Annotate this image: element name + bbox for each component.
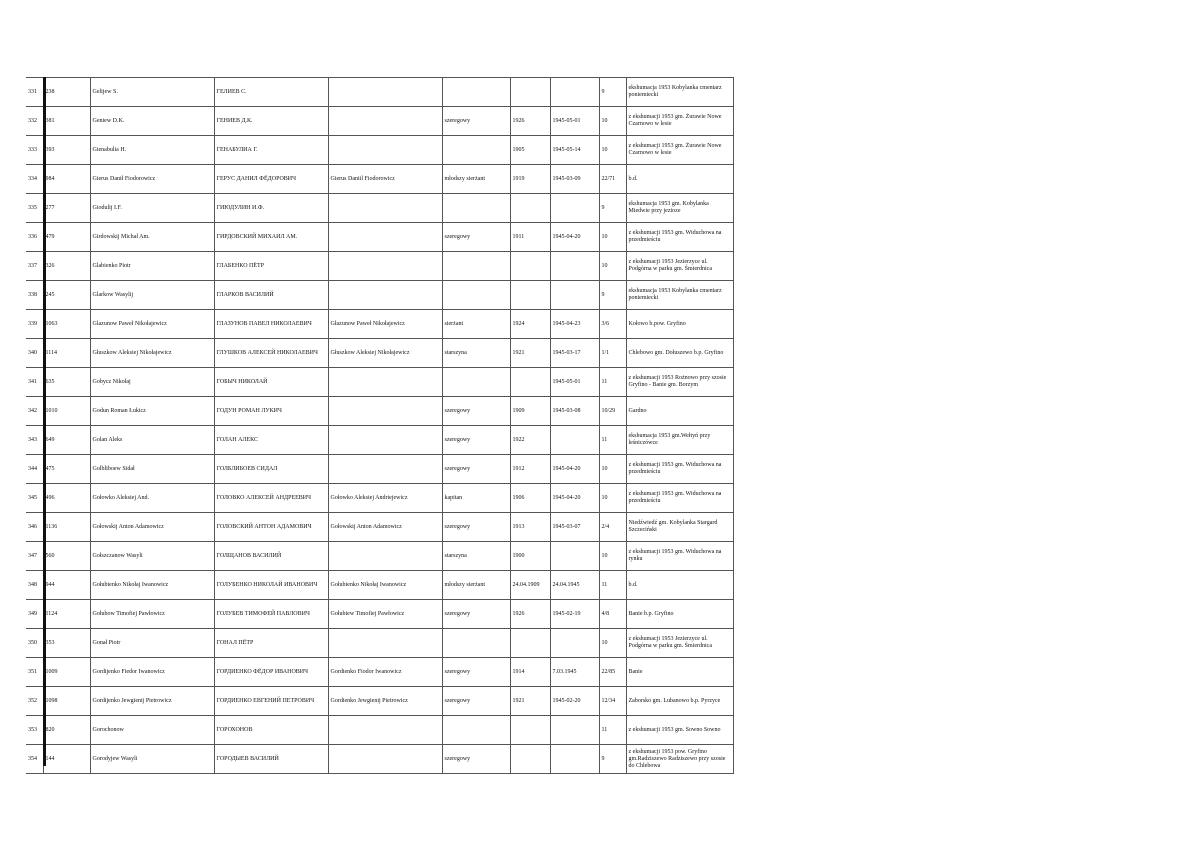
cell-name-latin: Gołubienko Nikołaj Iwanowicz: [90, 571, 214, 600]
cell-record-no: 649: [43, 426, 90, 455]
table-row: [26, 252, 733, 281]
cell-record-no: 635: [43, 368, 90, 397]
cell-died: [550, 716, 599, 745]
cell-born: 1921: [510, 339, 550, 368]
cell-rank: szeregowy: [442, 455, 510, 484]
cell-record-no: 1098: [43, 687, 90, 716]
cell-name-cyrillic: ГОНАЛ ПЁТР: [214, 629, 328, 658]
cell-name-cyrillic: ГИЮДУЛИН И.Ф.: [214, 194, 328, 223]
cell-name-latin: Geniew D.K.: [90, 107, 214, 136]
cell-born: [510, 745, 550, 774]
cell-rank: [442, 252, 510, 281]
cell-died: 1945-03-17: [550, 339, 599, 368]
cell-name-alt: [328, 426, 442, 455]
cell-record-no: 238: [43, 78, 90, 107]
cell-rank: kapitan: [442, 484, 510, 513]
cell-rank: [442, 716, 510, 745]
left-margin-bar: [43, 77, 46, 766]
cell-name-cyrillic: ГОЛАН АЛЕКС: [214, 426, 328, 455]
cell-name-latin: Gołowko Aleksiej And.: [90, 484, 214, 513]
cell-record-no: 1136: [43, 513, 90, 542]
cell-name-cyrillic: ГОБЫЧ НИКОЛАЙ: [214, 368, 328, 397]
register-rows: [26, 78, 733, 774]
table-row: [26, 629, 733, 658]
cell-rank: [442, 281, 510, 310]
cell-born: 1911: [510, 223, 550, 252]
cell-died: 1945-05-14: [550, 136, 599, 165]
cell-note: z ekshumacji 1953 gm. Sowno Sowno: [626, 716, 733, 745]
cell-name-alt: Gordienko Jewgienij Pietrowicz: [328, 687, 442, 716]
cell-died: 1945-02-19: [550, 600, 599, 629]
cell-died: 1945-03-08: [550, 397, 599, 426]
cell-died: [550, 194, 599, 223]
cell-name-alt: [328, 281, 442, 310]
cell-rank: szeregowy: [442, 658, 510, 687]
cell-name-latin: Gobycz Nikołaj: [90, 368, 214, 397]
cell-name-alt: [328, 252, 442, 281]
cell-name-latin: Glabienko Piotr: [90, 252, 214, 281]
cell-name-alt: [328, 368, 442, 397]
cell-record-no: 944: [43, 571, 90, 600]
cell-name-cyrillic: ГЛАЗУНОВ ПАВЕЛ НИКОЛАЕВИЧ: [214, 310, 328, 339]
cell-note: Zaborsko gm. Lubanowo b.p. Pyrzyce: [626, 687, 733, 716]
cell-lp: 343: [26, 426, 43, 455]
cell-name-cyrillic: ГОДУН РОМАН ЛУКИЧ: [214, 397, 328, 426]
table-row: [26, 484, 733, 513]
cell-name-alt: [328, 455, 442, 484]
table-row: [26, 310, 733, 339]
cell-grave: 10: [599, 107, 626, 136]
cell-grave: 11: [599, 571, 626, 600]
cell-grave: 10: [599, 484, 626, 513]
cell-note: Banie b.p. Gryfino: [626, 600, 733, 629]
cell-name-latin: Glarkow Wasylij: [90, 281, 214, 310]
cell-lp: 352: [26, 687, 43, 716]
table-row: [26, 107, 733, 136]
cell-died: 1945-04-20: [550, 484, 599, 513]
cell-rank: [442, 194, 510, 223]
table-row: [26, 658, 733, 687]
cell-name-latin: Gorochonow: [90, 716, 214, 745]
cell-born: 1919: [510, 165, 550, 194]
cell-lp: 344: [26, 455, 43, 484]
cell-name-cyrillic: ГОЛОВКО АЛЕКСЕЙ АНДРЕЕВИЧ: [214, 484, 328, 513]
cell-grave: 9: [599, 78, 626, 107]
cell-grave: 10: [599, 542, 626, 571]
cell-grave: 22/71: [599, 165, 626, 194]
cell-born: 1900: [510, 542, 550, 571]
cell-name-cyrillic: ГЕРУС ДАНИЛ ФЁДОРОВИЧ: [214, 165, 328, 194]
cell-died: 1945-04-23: [550, 310, 599, 339]
cell-name-alt: Gołubienko Nikołaj Iwanowicz: [328, 571, 442, 600]
cell-rank: [442, 78, 510, 107]
cell-lp: 333: [26, 136, 43, 165]
cell-note: ekshumacja 1953 gm. Kobylanka Miedwie przy jezioze: [626, 194, 733, 223]
cell-note: z ekshumacji 1953 gm. Żurawie Nowe Czarnowo w lesie: [626, 136, 733, 165]
cell-name-latin: Gordijenko Fiedor Iwanowicz: [90, 658, 214, 687]
cell-rank: szeregowy: [442, 513, 510, 542]
cell-died: 7.03.1945: [550, 658, 599, 687]
cell-record-no: 1063: [43, 310, 90, 339]
cell-lp: 338: [26, 281, 43, 310]
cell-died: 1945-03-07: [550, 513, 599, 542]
cell-rank: [442, 368, 510, 397]
cell-died: 1945-04-20: [550, 223, 599, 252]
table-row: [26, 716, 733, 745]
cell-lp: 340: [26, 339, 43, 368]
table-row: [26, 745, 733, 774]
cell-name-cyrillic: ГОЛБЛИБОЕВ СИДАЛ: [214, 455, 328, 484]
cell-record-no: 475: [43, 455, 90, 484]
cell-name-alt: Głuszkow Aleksiej Nikołajewicz: [328, 339, 442, 368]
cell-born: 1924: [510, 310, 550, 339]
cell-note: z ekshumacji 1953 Rożnowo przy szosie Gryfino - Banie gm. Borzym: [626, 368, 733, 397]
table-row: [26, 513, 733, 542]
cell-rank: szeregowy: [442, 600, 510, 629]
cell-rank: młodszy sierżant: [442, 571, 510, 600]
cell-name-cyrillic: ГОЛЩАНОВ ВАСИЛИЙ: [214, 542, 328, 571]
cell-lp: 335: [26, 194, 43, 223]
cell-name-alt: Głazunow Paweł Nikołajewicz: [328, 310, 442, 339]
cell-grave: 10: [599, 223, 626, 252]
cell-name-cyrillic: ГОРОХОНОВ: [214, 716, 328, 745]
cell-rank: starszyna: [442, 542, 510, 571]
cell-note: Kołowo b.pow. Gryfino: [626, 310, 733, 339]
cell-name-cyrillic: ГЕНАБУЛИА Г.: [214, 136, 328, 165]
cell-name-cyrillic: ГОЛОВСКИЙ АНТОН АДАМОВИЧ: [214, 513, 328, 542]
cell-name-alt: [328, 194, 442, 223]
cell-record-no: 245: [43, 281, 90, 310]
cell-grave: 10: [599, 629, 626, 658]
cell-name-alt: [328, 78, 442, 107]
cell-name-cyrillic: ГЛАБЕНКО ПЁТР: [214, 252, 328, 281]
cell-lp: 336: [26, 223, 43, 252]
cell-born: 1906: [510, 484, 550, 513]
cell-born: 1926: [510, 600, 550, 629]
table-row: [26, 600, 733, 629]
cell-lp: 341: [26, 368, 43, 397]
cell-rank: [442, 629, 510, 658]
cell-record-no: 1124: [43, 600, 90, 629]
cell-note: Banie: [626, 658, 733, 687]
cell-note: ekshumacja 1953 gm.Wełtyń przy leśniczówce: [626, 426, 733, 455]
cell-lp: 339: [26, 310, 43, 339]
cell-name-alt: Gołowskij Anton Adamowicz: [328, 513, 442, 542]
cell-rank: [442, 136, 510, 165]
cell-name-latin: Gołubow Timofiej Pawłowicz: [90, 600, 214, 629]
cell-name-alt: [328, 542, 442, 571]
cell-name-alt: [328, 629, 442, 658]
cell-grave: 9: [599, 194, 626, 223]
cell-lp: 349: [26, 600, 43, 629]
table-row: [26, 368, 733, 397]
cell-note: z ekshumacji 1953 Jezierzyce ul. Podgórna w parku gm. Śmierdnica: [626, 629, 733, 658]
cell-name-alt: [328, 107, 442, 136]
cell-grave: 10/29: [599, 397, 626, 426]
cell-grave: 11: [599, 716, 626, 745]
cell-record-no: 277: [43, 194, 90, 223]
cell-died: [550, 629, 599, 658]
cell-note: z ekshumacji 1953 gm. Widuchowa na przedmieściu: [626, 455, 733, 484]
cell-rank: szeregowy: [442, 745, 510, 774]
cell-name-alt: Gierus Daniil Fiodorowicz: [328, 165, 442, 194]
cell-born: [510, 368, 550, 397]
cell-lp: 337: [26, 252, 43, 281]
cell-lp: 334: [26, 165, 43, 194]
cell-name-latin: Glazunow Paweł Nikołajewicz: [90, 310, 214, 339]
cell-died: 1945-02-20: [550, 687, 599, 716]
cell-record-no: 326: [43, 252, 90, 281]
cell-grave: 2/4: [599, 513, 626, 542]
cell-born: 1914: [510, 658, 550, 687]
table-row: [26, 397, 733, 426]
cell-born: [510, 281, 550, 310]
cell-lp: 332: [26, 107, 43, 136]
cell-name-cyrillic: ГЛАРКОВ ВАСИЛИЙ: [214, 281, 328, 310]
cell-name-latin: Gienabulia H.: [90, 136, 214, 165]
cell-born: 24.04.1909: [510, 571, 550, 600]
cell-name-latin: Giodulij I.F.: [90, 194, 214, 223]
cell-name-cyrillic: ГЕЛИЕВ С.: [214, 78, 328, 107]
cell-lp: 347: [26, 542, 43, 571]
cell-name-latin: Golbliboew Sidał: [90, 455, 214, 484]
cell-record-no: 984: [43, 165, 90, 194]
cell-name-cyrillic: ГОРОДЫЕВ ВАСИЛИЙ: [214, 745, 328, 774]
cell-name-alt: Gołubiew Timofiej Pawłowicz: [328, 600, 442, 629]
table-row: [26, 339, 733, 368]
cell-name-alt: [328, 716, 442, 745]
cell-record-no: 1010: [43, 397, 90, 426]
cell-note: ekshumacja 1953 Kobylanka cmentarz poniemiecki: [626, 78, 733, 107]
cell-born: 1912: [510, 455, 550, 484]
cell-name-latin: Głuszkow Aleksiej Nikołajewicz: [90, 339, 214, 368]
cell-name-latin: Gorodyjew Wasyli: [90, 745, 214, 774]
cell-grave: 4/8: [599, 600, 626, 629]
cell-note: ekshumacja 1953 Kobylanka cmentarz poniemiecki: [626, 281, 733, 310]
cell-name-alt: [328, 223, 442, 252]
cell-note: Niedźwiedź gm. Kobylanka Stargard Szczeciński: [626, 513, 733, 542]
cell-grave: 10: [599, 455, 626, 484]
cell-name-cyrillic: ГЛУШКОВ АЛЕКСЕЙ НИКОЛАЕВИЧ: [214, 339, 328, 368]
cell-died: 1945-05-01: [550, 107, 599, 136]
table-row: [26, 687, 733, 716]
cell-lp: 345: [26, 484, 43, 513]
table-row: [26, 571, 733, 600]
cell-grave: 10: [599, 252, 626, 281]
cell-name-alt: [328, 745, 442, 774]
cell-lp: 350: [26, 629, 43, 658]
cell-record-no: 144: [43, 745, 90, 774]
cell-died: 1945-05-01: [550, 368, 599, 397]
cell-record-no: 496: [43, 484, 90, 513]
cell-born: 1909: [510, 397, 550, 426]
table-row: [26, 542, 733, 571]
cell-name-cyrillic: ГЕНИЕВ Д.К.: [214, 107, 328, 136]
cell-name-latin: Gołowskij Anton Adamowicz: [90, 513, 214, 542]
cell-note: Gardno: [626, 397, 733, 426]
cell-born: [510, 252, 550, 281]
cell-rank: młodszy sierżant: [442, 165, 510, 194]
cell-lp: 354: [26, 745, 43, 774]
cell-died: [550, 426, 599, 455]
cell-grave: 9: [599, 281, 626, 310]
cell-rank: sierżant: [442, 310, 510, 339]
cell-note: z ekshumacji 1953 pow. Gryfino gm.Radziszewo Radziszewo przy szosie do Chlebowa: [626, 745, 733, 774]
table-row: [26, 165, 733, 194]
cell-grave: 3/6: [599, 310, 626, 339]
cell-note: b.d.: [626, 571, 733, 600]
cell-note: Chlebowo gm. Dołuszewo b.p. Gryfino: [626, 339, 733, 368]
table-row: [26, 194, 733, 223]
cell-name-cyrillic: ГОЛУБЕНКО НИКОЛАЙ ИВАНОВИЧ: [214, 571, 328, 600]
cell-grave: 9: [599, 745, 626, 774]
cell-rank: szeregowy: [442, 223, 510, 252]
cell-lp: 348: [26, 571, 43, 600]
cell-record-no: 820: [43, 716, 90, 745]
cell-name-alt: [328, 397, 442, 426]
cell-name-latin: Gordijenko Jewgienij Pietrowicz: [90, 687, 214, 716]
cell-record-no: 479: [43, 223, 90, 252]
cell-record-no: 1009: [43, 658, 90, 687]
cell-died: [550, 745, 599, 774]
cell-name-alt: Gołowko Aleksiej Andriejewicz: [328, 484, 442, 513]
cell-name-cyrillic: ГОЛУБЕВ ТИМОФЕЙ ПАВЛОВИЧ: [214, 600, 328, 629]
cell-lp: 342: [26, 397, 43, 426]
cell-died: [550, 281, 599, 310]
cell-died: 1945-03-09: [550, 165, 599, 194]
cell-record-no: 393: [43, 136, 90, 165]
table-row: [26, 455, 733, 484]
cell-died: 24.04.1945: [550, 571, 599, 600]
cell-record-no: 560: [43, 542, 90, 571]
cell-born: 1922: [510, 426, 550, 455]
cell-grave: 1/1: [599, 339, 626, 368]
table-row: [26, 426, 733, 455]
cell-born: 1905: [510, 136, 550, 165]
cell-died: [550, 542, 599, 571]
cell-grave: 11: [599, 426, 626, 455]
cell-lp: 351: [26, 658, 43, 687]
cell-name-latin: Gelijew S.: [90, 78, 214, 107]
cell-note: b.d.: [626, 165, 733, 194]
cell-grave: 12/34: [599, 687, 626, 716]
cell-rank: szeregowy: [442, 426, 510, 455]
cell-note: z ekshumacji 1953 Jezierzyce ul. Podgórna w parku gm. Śmierdnica: [626, 252, 733, 281]
cell-died: 1945-04-20: [550, 455, 599, 484]
cell-born: [510, 716, 550, 745]
cell-rank: szeregowy: [442, 107, 510, 136]
cell-rank: szeregowy: [442, 397, 510, 426]
cell-name-latin: Gonał Piotr: [90, 629, 214, 658]
cell-grave: 22/85: [599, 658, 626, 687]
cell-record-no: 1114: [43, 339, 90, 368]
table-row: [26, 78, 733, 107]
cell-born: [510, 194, 550, 223]
cell-name-cyrillic: ГОРДИЕНКО ФЁДОР ИВАНОВИЧ: [214, 658, 328, 687]
table-row: [26, 281, 733, 310]
cell-name-latin: Gierus Danił Fiodorowicz: [90, 165, 214, 194]
burial-register-sheet: [26, 77, 734, 774]
cell-name-latin: Gołszczanow Wasyli: [90, 542, 214, 571]
cell-note: z ekshumacji 1953 gm. Widuchowa na rynku: [626, 542, 733, 571]
cell-name-alt: [328, 136, 442, 165]
table-row: [26, 136, 733, 165]
cell-rank: starszyna: [442, 339, 510, 368]
cell-name-latin: Godun Roman Łukicz: [90, 397, 214, 426]
cell-born: 1921: [510, 687, 550, 716]
cell-note: z ekshumacji 1953 gm. Widuchowa na przedmieściu: [626, 223, 733, 252]
cell-lp: 331: [26, 78, 43, 107]
burial-register-table: [26, 77, 734, 774]
cell-died: [550, 78, 599, 107]
cell-died: [550, 252, 599, 281]
cell-name-cyrillic: ГИРДОВСКИЙ МИХАИЛ АМ.: [214, 223, 328, 252]
cell-name-latin: Girdowskij Michał Am.: [90, 223, 214, 252]
cell-born: [510, 629, 550, 658]
table-row: [26, 223, 733, 252]
cell-lp: 346: [26, 513, 43, 542]
cell-born: 1926: [510, 107, 550, 136]
cell-record-no: 381: [43, 107, 90, 136]
cell-record-no: 353: [43, 629, 90, 658]
cell-grave: 10: [599, 136, 626, 165]
cell-lp: 353: [26, 716, 43, 745]
cell-grave: 11: [599, 368, 626, 397]
cell-name-alt: Gordienko Fiodor Iwanowicz: [328, 658, 442, 687]
cell-note: z ekshumacji 1953 gm. Żurawie Nowe Czarnowo w lesie: [626, 107, 733, 136]
cell-rank: szeregowy: [442, 687, 510, 716]
cell-born: 1913: [510, 513, 550, 542]
cell-name-cyrillic: ГОРДИЕНКО ЕВГЕНИЙ ПЕТРОВИЧ: [214, 687, 328, 716]
cell-note: z ekshumacji 1953 gm. Widuchowa na przedmieściu: [626, 484, 733, 513]
cell-born: [510, 78, 550, 107]
cell-name-latin: Golan Aleks: [90, 426, 214, 455]
